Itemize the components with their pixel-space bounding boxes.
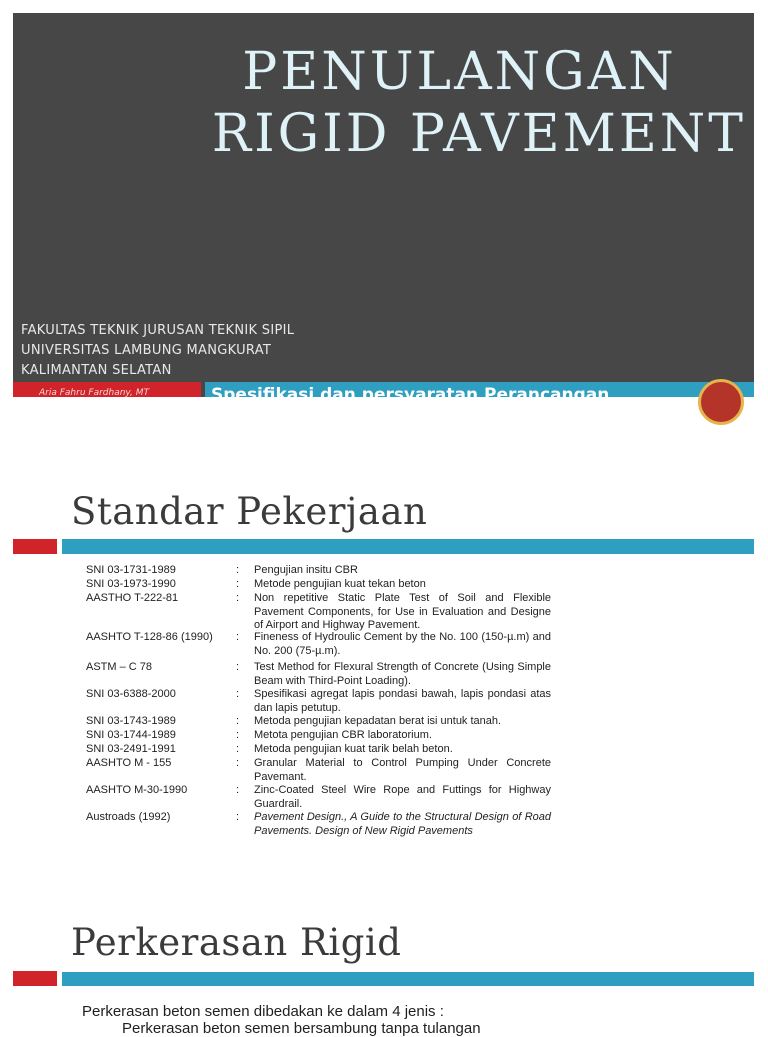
standard-description: Fineness of Hydroulic Cement by the No. 100 (150-µ.m) and No. 200 (75-µ.m). [254, 631, 551, 657]
separator: : [236, 688, 240, 700]
standard-code: SNI 03-1731-1989 [86, 564, 176, 576]
rigid-intro-text: Perkerasan beton semen dibedakan ke dalam 4 jenis : [82, 1003, 444, 1020]
standard-code: AASTHO T-222-81 [86, 592, 179, 604]
title-divider-blue [62, 972, 754, 986]
standard-description: Metota pengujian CBR laboratorium. [254, 729, 432, 741]
title-slide [13, 13, 754, 405]
title-divider-blue [62, 539, 754, 554]
standard-description: Metoda pengujian kuat tarik belah beton. [254, 743, 453, 755]
separator: : [236, 631, 240, 643]
standard-code: SNI 03-2491-1991 [86, 743, 176, 755]
university-logo-icon [698, 379, 744, 425]
separator: : [236, 757, 240, 769]
standard-description: Spesifikasi agregat lapis pondasi bawah, lapis pondasi atas dan lapis petutup. [254, 688, 551, 714]
footer-banner-bar [205, 382, 754, 405]
separator: : [236, 784, 240, 796]
standards-table [76, 558, 556, 837]
footer-author-bar [13, 382, 201, 397]
standard-description: Non repetitive Static Plate Test of Soil and Flexible Pavement Components, for Use in Evaluation and Designe of Airport and Highway Pavement. [254, 592, 551, 632]
standard-description: Pengujian insitu CBR [254, 564, 358, 576]
standard-code: SNI 03-1973-1990 [86, 578, 176, 590]
organization-block [21, 321, 294, 381]
separator: : [236, 564, 240, 576]
rigid-content [72, 996, 532, 1037]
separator: : [236, 592, 240, 604]
rigid-list-item: Perkerasan beton semen bersambung tanpa tulangan [122, 1020, 481, 1037]
standard-code: AASHTO T-128-86 (1990) [86, 631, 213, 643]
standard-description: Granular Material to Control Pumping Under Concrete Pavemant. [254, 757, 551, 783]
rigid-slide-title: Perkerasan Rigid [71, 921, 402, 964]
standard-description: Pavement Design., A Guide to the Structural Design of Road Pavements. Design of New Rigid Pavements [254, 811, 551, 837]
slide-title [13, 41, 754, 165]
org-line-university: UNIVERSITAS LAMBUNG MANGKURAT [21, 343, 272, 358]
title-divider-red [13, 539, 57, 554]
standard-code: AASHTO M-30-1990 [86, 784, 188, 796]
org-line-faculty: FAKULTAS TEKNIK JURUSAN TEKNIK SIPIL [21, 323, 295, 338]
separator: : [236, 811, 240, 823]
separator: : [236, 661, 240, 673]
separator: : [236, 715, 240, 727]
title-line-1: PENULANGAN [242, 42, 677, 102]
footer-author: Aria Fahru Fardhany, MT [39, 388, 150, 398]
standard-description: Test Method for Flexural Strength of Concrete (Using Simple Beam with Third-Point Loading). [254, 661, 551, 687]
standard-code: Austroads (1992) [86, 811, 171, 823]
standard-description: Metode pengujian kuat tekan beton [254, 578, 426, 590]
title-line-2: RIGID PAVEMENT [211, 104, 746, 164]
standard-code: ASTM – C 78 [86, 661, 153, 673]
standard-code: SNI 03-1743-1989 [86, 715, 176, 727]
org-line-province: KALIMANTAN SELATAN [21, 363, 172, 378]
standard-code: AASHTO M - 155 [86, 757, 172, 769]
standards-slide-title: Standar Pekerjaan [71, 490, 428, 533]
separator: : [236, 743, 240, 755]
title-divider-red [13, 971, 57, 986]
standard-description: Metoda pengujian kepadatan berat isi untuk tanah. [254, 715, 502, 727]
separator: : [236, 729, 240, 741]
footer-banner-text: Spesifikasi dan persyaratan Perancangan [211, 385, 610, 405]
standard-code: SNI 03-1744-1989 [86, 729, 176, 741]
separator: : [236, 578, 240, 590]
standard-code: SNI 03-6388-2000 [86, 688, 176, 700]
standard-description: Zinc-Coated Steel Wire Rope and Futtings for Highway Guardrail. [254, 784, 551, 810]
